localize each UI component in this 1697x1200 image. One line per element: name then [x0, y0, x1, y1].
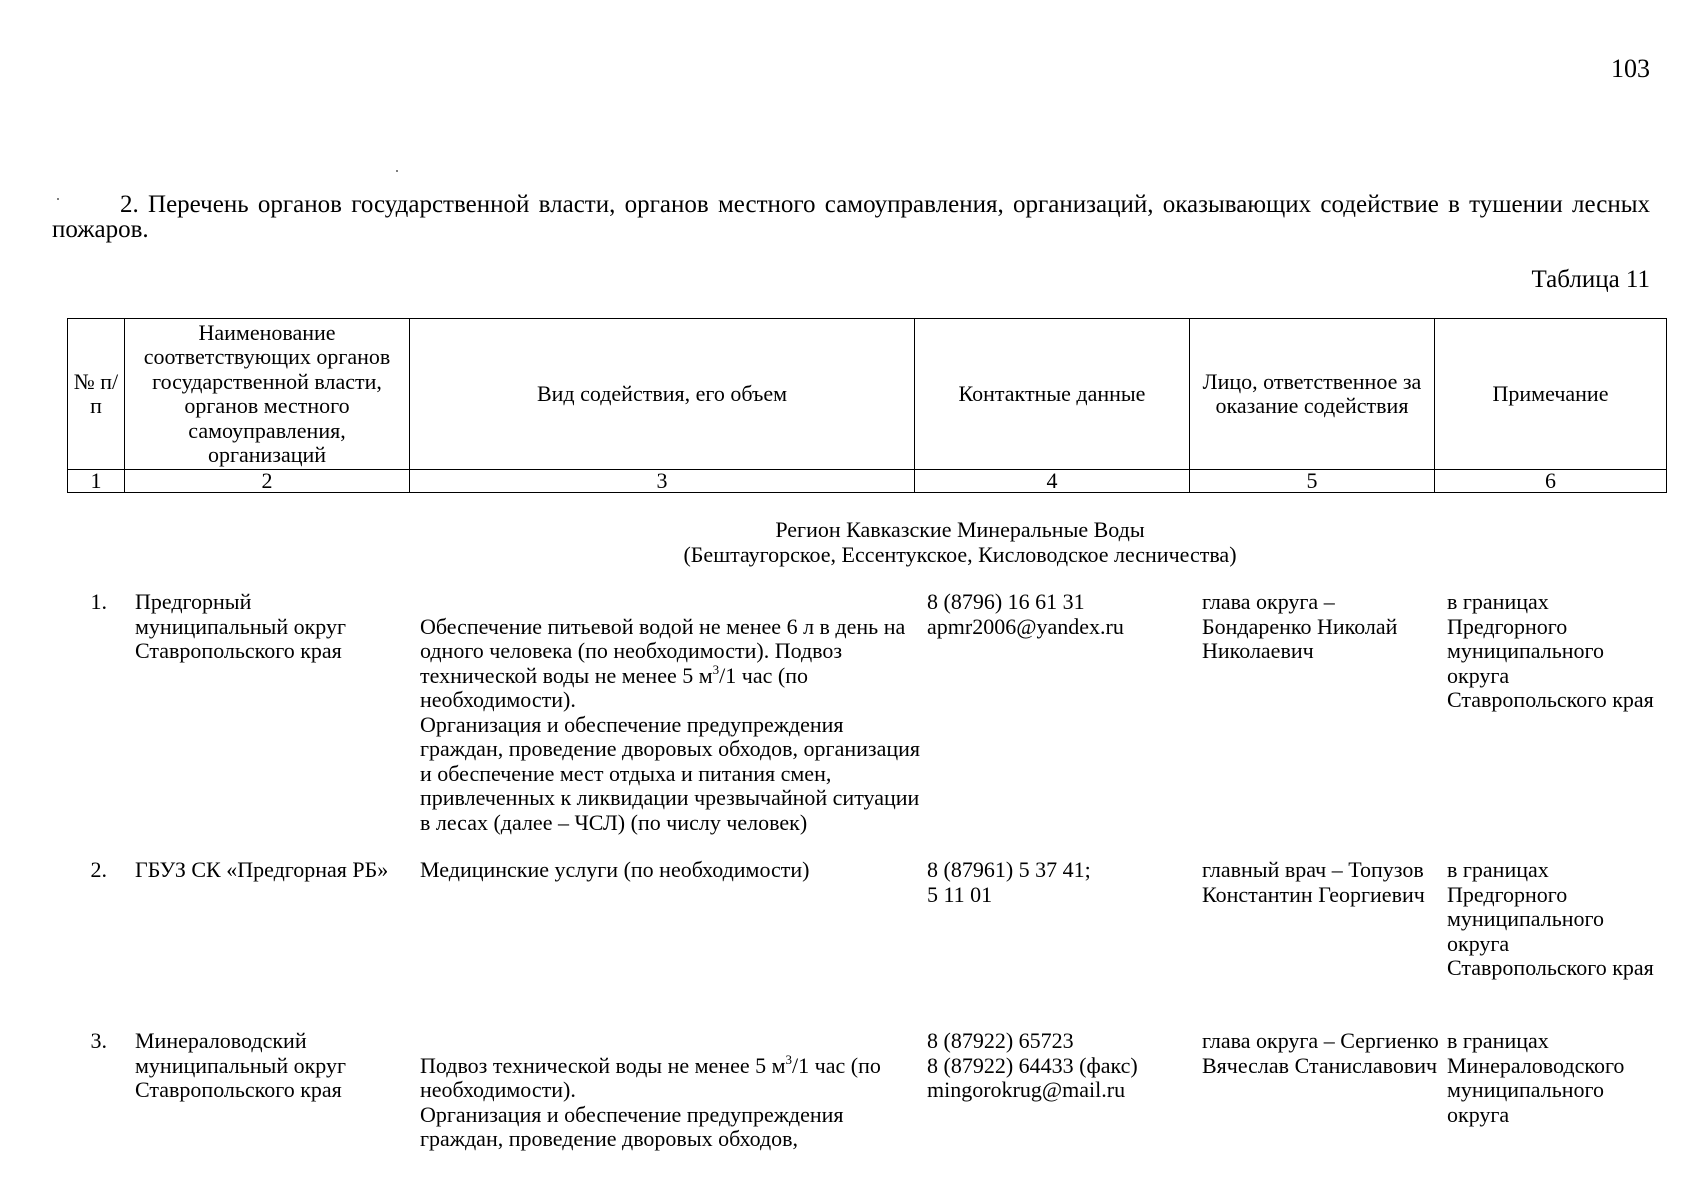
- assistance-text: /1 час (по необходимости).: [420, 662, 808, 712]
- table-row: [67, 590, 1666, 858]
- col-header-assistance: Вид содействия, его объем: [410, 319, 915, 470]
- contact-details: 8 (87922) 65723 8 (87922) 64433 (факс) mingorokrug@mail.ru: [927, 1028, 1138, 1102]
- col-header-number: № п/п: [68, 319, 125, 470]
- assistance-description: [420, 590, 925, 860]
- table-header: [67, 318, 1667, 493]
- note: в границах Минераловодского муниципального округа: [1447, 1028, 1625, 1127]
- contact-details: 8 (8796) 16 61 31 apmr2006@yandex.ru: [927, 589, 1124, 639]
- contact-details: 8 (87961) 5 37 41; 5 11 01: [927, 857, 1091, 907]
- table-row: [67, 1028, 1666, 1151]
- column-number-row: [68, 470, 1667, 493]
- assistance-text: Обеспечение питьевой водой не менее 6 л в день на одного человека (по необходимости). Подвоз технической воды не менее 5 м: [420, 613, 906, 688]
- assistance-text: Подвоз технической воды не менее 5 м: [420, 1052, 786, 1078]
- section-heading: 2. Перечень органов государственной власти, органов местного самоуправления, организаций, оказывающих содействие в тушении лесных пожаров.: [52, 191, 1650, 243]
- col-header-organization: Наименование соответствующих органов государственной власти, органов местного самоуправления, организаций: [125, 319, 410, 470]
- col-number: 5: [1190, 470, 1435, 493]
- table-body: [67, 589, 1666, 1151]
- col-number: 6: [1435, 470, 1667, 493]
- col-header-responsible: Лицо, ответственное за оказание содействия: [1190, 319, 1435, 470]
- organization-name: Предгорный муниципальный округ Ставропольского края: [135, 589, 347, 663]
- page-number: 103: [1611, 54, 1650, 83]
- assistance-text: Организация и обеспечение предупреждения граждан, проведение дворовых обходов, организация и обеспечение мест отдыха и питания смен, привлеченных к ликвидации чрезвычайной ситуации в лесах (далее – ЧСЛ) (по числу человек): [420, 711, 921, 835]
- row-number: 2.: [90, 857, 107, 882]
- col-number: 4: [915, 470, 1190, 493]
- col-number: 1: [68, 470, 125, 493]
- responsible-person: глава округа – Бондаренко Николай Николаевич: [1202, 589, 1398, 663]
- region-forestries: (Бештаугорское, Ессентукское, Кисловодское лесничества): [683, 541, 1237, 567]
- assistance-text: /1 час (по необходимости).: [420, 1052, 881, 1102]
- col-number: 2: [125, 470, 410, 493]
- assistance-description: [420, 1029, 925, 1176]
- organization-name: ГБУЗ СК «Предгорная РБ»: [135, 857, 389, 882]
- responsible-person: главный врач – Топузов Константин Георгиевич: [1202, 857, 1425, 907]
- col-number: 3: [410, 470, 915, 493]
- region-title: Регион Кавказские Минеральные Воды: [775, 517, 1145, 542]
- row-number: 1.: [90, 589, 107, 614]
- scan-speck: [396, 170, 398, 172]
- responsible-person: глава округа – Сергиенко Вячеслав Станиславович: [1202, 1028, 1439, 1078]
- region-caption: [440, 518, 1480, 567]
- organization-name: Минераловодский муниципальный округ Ставропольского края: [135, 1028, 347, 1102]
- superscript: 3: [712, 661, 720, 677]
- row-number: 3.: [90, 1028, 107, 1053]
- table-label: Таблица 11: [1531, 266, 1650, 293]
- superscript: 3: [785, 1051, 793, 1067]
- header-row: [68, 319, 1667, 470]
- note: в границах Предгорного муниципального округа Ставропольского края: [1447, 857, 1654, 980]
- table-row: [67, 858, 1666, 1029]
- assistance-description: Медицинские услуги (по необходимости): [420, 857, 810, 882]
- col-header-note: Примечание: [1435, 319, 1667, 470]
- note: в границах Предгорного муниципального округа Ставропольского края: [1447, 589, 1654, 712]
- assistance-text: Организация и обеспечение предупреждения граждан, проведение дворовых обходов,: [420, 1101, 844, 1151]
- col-header-contacts: Контактные данные: [915, 319, 1190, 470]
